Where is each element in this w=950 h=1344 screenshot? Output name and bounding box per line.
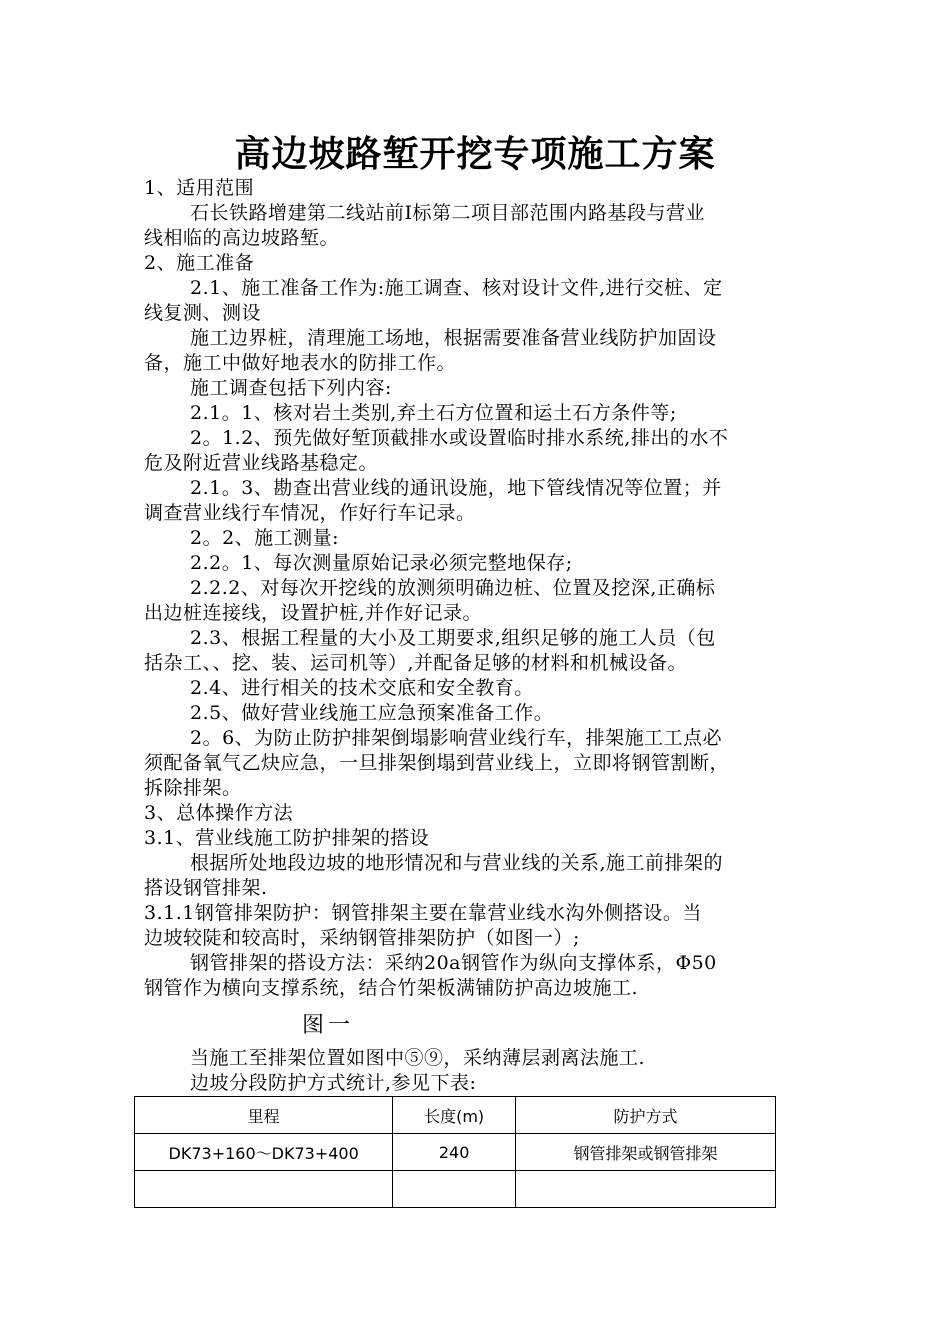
paragraph-line: 括杂工、、挖、装、运司机等）,并配备足够的材料和机械设备。 xyxy=(144,652,688,674)
paragraph-line: 钢管作为横向支撑系统，结合竹架板满铺防护高边坡施工. xyxy=(144,977,639,999)
table-header-cell: 里程 xyxy=(135,1097,393,1134)
paragraph-line: 2.1、施工准备工作为:施工调查、核对设计文件,进行交桩、定 xyxy=(190,277,723,299)
section-heading: 1、适用范围 xyxy=(144,177,255,199)
table-header-cell: 长度(m) xyxy=(393,1097,516,1134)
paragraph-line: 线相临的高边坡路堑。 xyxy=(144,227,340,249)
paragraph-line: 2。6、为防止防护排架倒塌影响营业线行车，排架施工工点必 xyxy=(190,727,723,749)
document-title: 高边坡路堑开挖专项施工方案 xyxy=(234,133,716,175)
table-cell: 钢管排架或钢管排架 xyxy=(515,1134,775,1171)
paragraph-line: 边坡分段防护方式统计,参见下表: xyxy=(190,1072,477,1094)
paragraph-line: 钢管排架的搭设方法：采纳20a钢管作为纵向支撑体系，Φ50 xyxy=(190,952,717,974)
paragraph-line: 2.5、做好营业线施工应急预案准备工作。 xyxy=(190,702,554,724)
paragraph-line: 线复测、测设 xyxy=(144,302,262,324)
section-heading: 3.1、营业线施工防护排架的搭设 xyxy=(144,827,430,849)
table-cell xyxy=(393,1171,516,1208)
table-header-row xyxy=(135,1097,776,1134)
figure-label: 图一 xyxy=(302,1013,355,1038)
paragraph-line: 施工调查包括下列内容: xyxy=(190,377,392,399)
paragraph-line: 3.1.1钢管排架防护：钢管排架主要在靠营业线水沟外侧搭设。当 xyxy=(144,902,702,924)
table-cell: 240 xyxy=(393,1134,516,1171)
table-header-cell: 防护方式 xyxy=(515,1097,775,1134)
table-cell xyxy=(135,1171,393,1208)
paragraph-line: 边坡较陡和较高时，采纳钢管排架防护（如图一）; xyxy=(144,927,580,949)
paragraph-line: 危及附近营业线路基稳定。 xyxy=(144,452,379,474)
paragraph-line: 调查营业线行车情况，作好行车记录。 xyxy=(144,502,476,524)
paragraph-line: 2.1。1、核对岩土类别,弃土石方位置和运土石方条件等; xyxy=(190,402,677,424)
table-row xyxy=(135,1134,776,1171)
paragraph-line: 根据所处地段边坡的地形情况和与营业线的关系,施工前排架的 xyxy=(190,852,724,874)
section-heading: 2、施工准备 xyxy=(144,252,255,274)
paragraph-line: 施工边界桩，清理施工场地，根据需要准备营业线防护加固设 xyxy=(190,327,717,349)
section-heading: 3、总体操作方法 xyxy=(144,802,294,824)
paragraph-line: 出边桩连接线，设置护桩,并作好记录。 xyxy=(144,602,483,624)
table-cell: DK73+160～DK73+400 xyxy=(135,1134,393,1171)
paragraph-line: 2.1。3、勘查出营业线的通讯设施，地下管线情况等位置；并 xyxy=(190,477,722,499)
paragraph-line: 石长铁路增建第二线站前Ⅰ标第二项目部范围内路基段与营业 xyxy=(190,202,706,224)
paragraph-line: 搭设钢管排架. xyxy=(144,877,268,899)
table-cell xyxy=(515,1171,775,1208)
paragraph-line: 2。2、施工测量: xyxy=(190,527,340,549)
paragraph-line: 2。1.2、预先做好堑顶截排水或设置临时排水系统,排出的水不 xyxy=(190,427,729,449)
paragraph-line: 2.3、根据工程量的大小及工期要求,组织足够的施工人员（包 xyxy=(190,627,716,649)
protection-table xyxy=(134,1096,776,1208)
paragraph-line: 2.4、进行相关的技术交底和安全教育。 xyxy=(190,677,534,699)
paragraph-line: 当施工至排架位置如图中⑤⑨，采纳薄层剥离法施工. xyxy=(190,1047,646,1069)
paragraph-line: 备，施工中做好地表水的防排工作。 xyxy=(144,352,457,374)
paragraph-line: 2.2.2、对每次开挖线的放测须明确边桩、位置及挖深,正确标 xyxy=(190,577,716,599)
paragraph-line: 拆除排架。 xyxy=(144,777,242,799)
paragraph-line: 须配备氧气乙炔应急，一旦排架倒塌到营业线上，立即将钢管割断， xyxy=(144,752,730,774)
table-row xyxy=(135,1171,776,1208)
paragraph-line: 2.2。1、每次测量原始记录必须完整地保存; xyxy=(190,552,573,574)
